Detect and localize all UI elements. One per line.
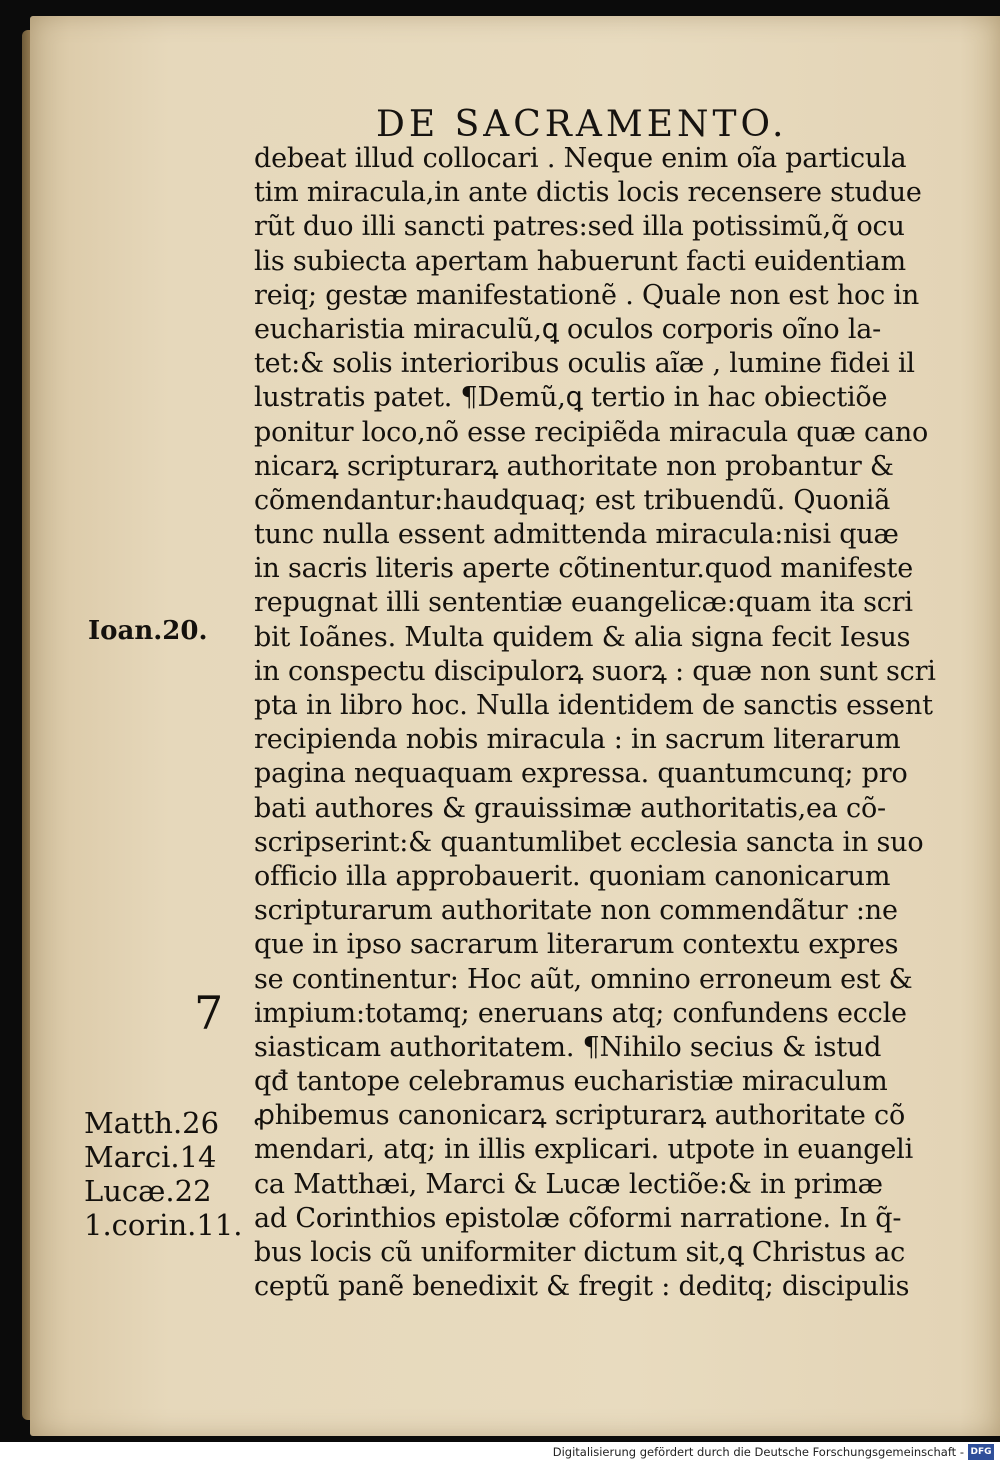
margin-reference: Ioan.20. — [88, 616, 208, 646]
text-line: debeat illud collocari . Neque enim oĩa particula — [254, 143, 907, 174]
margin-citation: Lucæ.22 — [84, 1174, 212, 1208]
text-line: lis subiecta apertam habuerunt facti euidentiam — [254, 245, 906, 277]
text-line: scripturarum authoritate non commendãtur :ne — [254, 895, 898, 927]
text-line: impium:totamq; eneruans atq; confundens eccle — [254, 997, 907, 1029]
text-line: ponitur loco,nõ esse recipiẽda miracula quæ cano — [254, 416, 929, 448]
margin-citation: 1.corin.11. — [84, 1208, 243, 1242]
text-line: pta in libro hoc. Nulla identidem de sanctis essent — [254, 690, 933, 721]
margin-citation: Marci.14 — [84, 1140, 217, 1174]
section-number: 7 — [194, 986, 224, 1040]
dfg-logo: DFG — [968, 1444, 994, 1460]
text-line: ad Corinthios epistolæ cõformi narratione. In q̃- — [254, 1202, 902, 1234]
running-head: DE SACRAMENTO. — [376, 104, 788, 145]
text-line: repugnat illi sententiæ euangelicæ:quam ita scri — [254, 587, 913, 619]
text-line: ceptũ panẽ benedixit & fregit : deditq; discipulis — [254, 1271, 910, 1303]
text-line: rũt duo illi sancti patres:sed illa potissimũ,q̃ ocu — [254, 211, 905, 243]
text-line: qđ tantope celebramus eucharistiæ miraculum — [254, 1066, 888, 1098]
text-line: ca Matthæi, Marci & Lucæ lectiõe:& in primæ — [254, 1168, 883, 1200]
text-line: officio illa approbauerit. quoniam canonicarum — [254, 860, 891, 892]
text-line: bus locis cũ uniformiter dictum sit,ꝗ Christus ac — [254, 1237, 906, 1268]
text-line: tunc nulla essent admittenda miracula:nisi quæ — [254, 519, 899, 551]
text-line: que in ipso sacrarum literarum contextu expres — [254, 929, 899, 961]
text-line: ꝓhibemus canonicarꝝ scripturarꝝ authoritate cõ — [254, 1100, 906, 1132]
text-line: eucharistia miraculũ,ꝗ oculos corporis oĩno la- — [254, 313, 882, 345]
text-line: cõmendantur:haudquaq; est tribuendũ. Quoniã — [254, 484, 891, 516]
footer-bar — [0, 1442, 1000, 1464]
text-line: pagina nequaquam expressa. quantumcunq; pro — [254, 758, 908, 790]
text-line: se continentur: Hoc aũt, omnino erroneum est & — [254, 963, 913, 995]
text-line: mendari, atq; in illis explicari. utpote in euangeli — [254, 1134, 914, 1166]
text-line: siasticam authoritatem. ¶Nihilo secius & istud — [254, 1031, 882, 1063]
margin-citation: Matth.26 — [84, 1106, 220, 1140]
text-line: nicarꝝ scripturarꝝ authoritate non probantur & — [254, 450, 894, 482]
text-line: in sacris literis aperte cõtinentur.quod manifeste — [254, 553, 913, 585]
main-text-block — [254, 142, 944, 1304]
text-line: reiq; gestæ manifestationẽ . Quale non est hoc in — [254, 279, 920, 311]
footer-credit: Digitalisierung gefördert durch die Deutsche Forschungsgemeinschaft - — [552, 1445, 964, 1459]
text-line: bit Ioãnes. Multa quidem & alia signa fecit Iesus — [254, 621, 911, 653]
text-line: tim miracula,in ante dictis locis recensere studue — [254, 177, 922, 209]
text-line: lustratis patet. ¶Demũ,ꝗ tertio in hac obiectiõe — [254, 382, 888, 414]
text-line: tet:& solis interioribus oculis aĩæ , lumine fidei il — [254, 348, 915, 380]
text-line: recipienda nobis miracula : in sacrum literarum — [254, 724, 901, 756]
text-line: in conspectu discipulorꝝ suorꝝ : quæ non sunt scri — [254, 655, 936, 687]
text-line: scripserint:& quantumlibet ecclesia sancta in suo — [254, 826, 924, 858]
text-line: bati authores & grauissimæ authoritatis,ea cõ- — [254, 792, 886, 824]
margin-citations — [84, 1106, 243, 1242]
